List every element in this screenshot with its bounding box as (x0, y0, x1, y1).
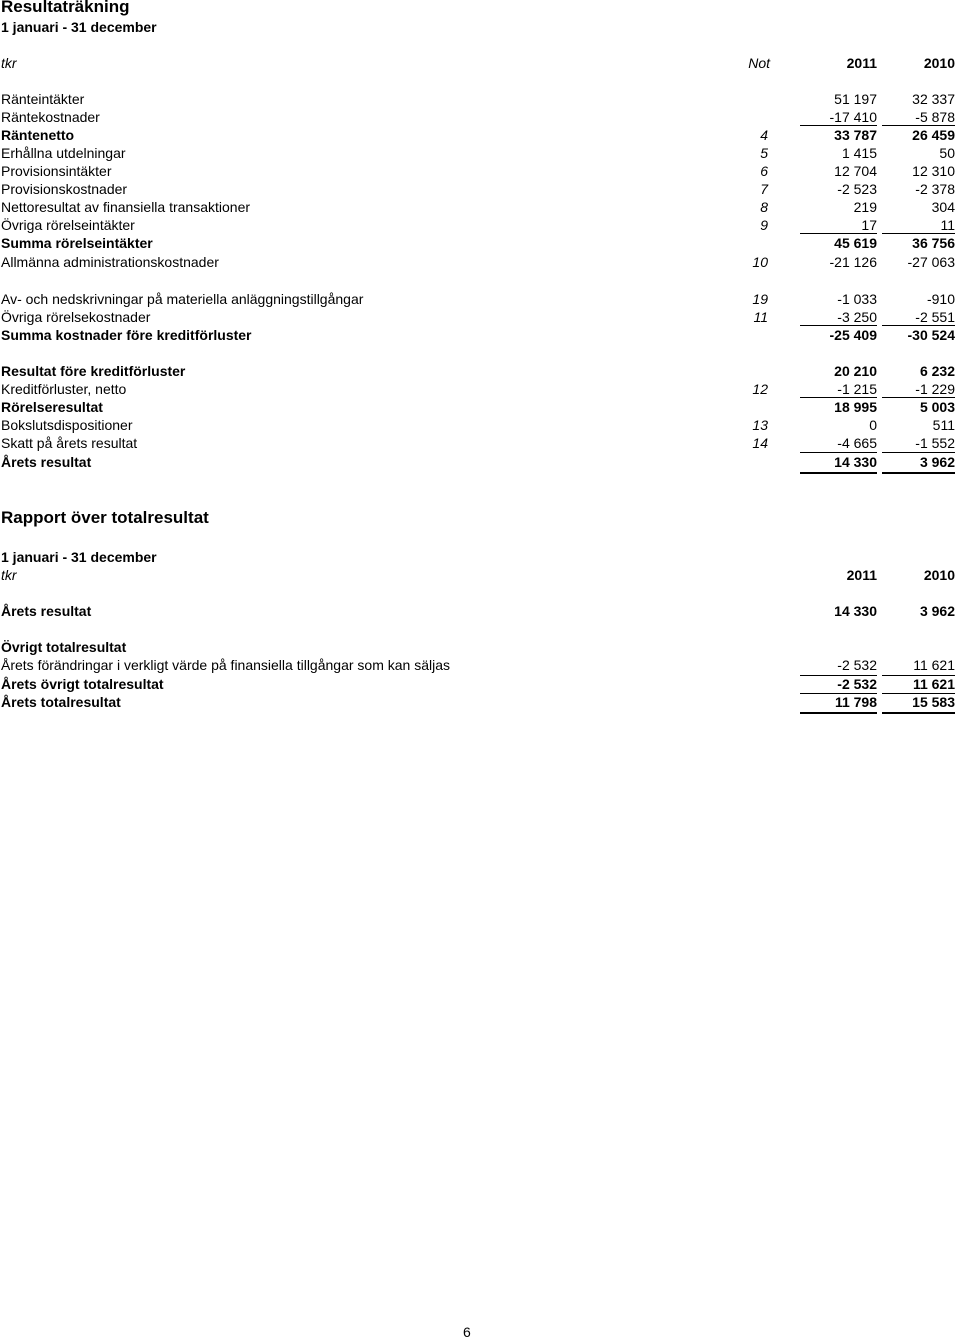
year-2010-header: 2010 (923, 55, 955, 71)
row-value-2011: 1 415 (841, 145, 877, 161)
row-label: Årets övrigt totalresultat (1, 676, 164, 692)
table-header (0, 54, 960, 72)
row-value-2011: 12 704 (834, 163, 877, 179)
table-row (0, 656, 960, 674)
unit-label: tkr (1, 567, 17, 583)
table-row (0, 90, 960, 108)
row-value-2010: 511 (932, 417, 955, 433)
row-value-2010: -2 378 (915, 181, 955, 197)
row-note: 12 (752, 381, 768, 397)
period-label: 1 januari - 31 december (1, 19, 157, 35)
row-value-2010: 50 (939, 145, 955, 161)
table-header (0, 566, 960, 584)
row-value-2010: -27 063 (907, 254, 955, 270)
row-label: Övriga rörelsekostnader (1, 309, 151, 325)
row-value-2010: 6 232 (919, 363, 955, 379)
row-value-2011: -1 033 (837, 291, 877, 307)
row-value-2011: 14 330 (834, 603, 877, 619)
row-label: Skatt på årets resultat (1, 435, 138, 451)
row-note: 13 (752, 417, 768, 433)
table-row (0, 380, 960, 398)
table-row (0, 416, 960, 434)
row-label: Provisionskostnader (1, 181, 128, 197)
row-label: Årets totalresultat (1, 694, 121, 710)
row-label: Provisionsintäkter (1, 163, 112, 179)
row-note: 8 (760, 199, 768, 215)
row-value-2010: 11 621 (912, 676, 955, 692)
row-value-2010: 3 962 (919, 454, 955, 470)
row-note: 5 (760, 145, 768, 161)
row-value-2010: -1 552 (915, 435, 955, 451)
row-label: Årets förändringar i verkligt värde på finansiella tillgångar som kan säljas (1, 657, 450, 673)
year-2011-header: 2011 (846, 567, 877, 583)
table-row (0, 434, 960, 452)
note-header: Not (748, 55, 770, 71)
row-label: Årets resultat (1, 603, 92, 619)
row-note: 11 (753, 309, 768, 325)
row-value-2011: 17 (861, 217, 877, 233)
row-label: Summa kostnader före kreditförluster (1, 327, 252, 343)
row-value-2010: 15 583 (912, 694, 955, 710)
row-note: 4 (760, 127, 768, 143)
row-value-2011: 219 (853, 199, 877, 215)
row-label: Räntenetto (1, 127, 75, 143)
row-label: Kreditförluster, netto (1, 381, 127, 397)
table-row (0, 308, 960, 326)
row-label: Resultat före kreditförluster (1, 363, 186, 379)
row-label: Ränteintäkter (1, 91, 85, 107)
row-value-2011: -2 532 (837, 676, 877, 692)
total-rule (882, 712, 955, 714)
period-label: 1 januari - 31 december (1, 549, 157, 565)
row-value-2010: -30 524 (907, 327, 955, 343)
table-row (0, 693, 960, 711)
row-label: Räntekostnader (1, 109, 100, 125)
row-value-2010: 5 003 (919, 399, 955, 415)
row-value-2011: 45 619 (834, 235, 877, 251)
table-row (0, 453, 960, 471)
row-label: Rörelseresultat (1, 399, 103, 415)
row-value-2011: -17 410 (829, 109, 877, 125)
row-value-2010: -2 551 (915, 309, 955, 325)
row-label: Summa rörelseintäkter (1, 235, 153, 251)
year-2011-header: 2011 (846, 55, 877, 71)
table-row (0, 290, 960, 308)
row-value-2011: -2 523 (837, 181, 877, 197)
page-number: 6 (463, 1324, 471, 1340)
row-note: 10 (752, 254, 768, 270)
table-row (0, 253, 960, 271)
row-label: Allmänna administrationskostnader (1, 254, 219, 270)
table-row (0, 108, 960, 126)
row-note: 7 (760, 181, 768, 197)
table-row (0, 162, 960, 180)
row-value-2011: -2 532 (837, 657, 877, 673)
table-row (0, 602, 960, 620)
table-row (0, 126, 960, 144)
row-label: Erhållna utdelningar (1, 145, 126, 161)
row-note: 14 (752, 435, 768, 451)
row-value-2011: 14 330 (834, 454, 877, 470)
row-value-2010: 3 962 (919, 603, 955, 619)
section-title: Rapport över totalresultat (1, 508, 209, 527)
row-label: Övriga rörelseintäkter (1, 217, 135, 233)
row-value-2011: 0 (869, 417, 877, 433)
total-rule (882, 472, 955, 474)
table-row (0, 198, 960, 216)
row-label: Av- och nedskrivningar på materiella anläggningstillgångar (1, 291, 364, 307)
unit-label: tkr (1, 55, 17, 71)
row-value-2011: -4 665 (837, 435, 877, 451)
row-value-2010: 32 337 (912, 91, 955, 107)
row-value-2010: -1 229 (915, 381, 955, 397)
total-rule (800, 712, 877, 714)
row-value-2010: 11 (940, 217, 955, 233)
row-label: Årets resultat (1, 454, 92, 470)
row-value-2010: 12 310 (912, 163, 955, 179)
table-row (0, 144, 960, 162)
table-row (0, 675, 960, 693)
row-value-2011: -3 250 (837, 309, 877, 325)
table-row (0, 326, 960, 344)
row-value-2010: 304 (931, 199, 955, 215)
row-note: 19 (752, 291, 768, 307)
row-value-2010: -910 (926, 291, 955, 307)
total-rule (800, 472, 877, 474)
table-row (0, 180, 960, 198)
row-label: Bokslutsdispositioner (1, 417, 133, 433)
row-value-2011: 51 197 (834, 91, 877, 107)
year-2010-header: 2010 (923, 567, 955, 583)
row-value-2011: 20 210 (834, 363, 877, 379)
row-value-2011: 11 798 (834, 694, 877, 710)
row-value-2011: -25 409 (829, 327, 877, 343)
row-label: Nettoresultat av finansiella transaktioner (1, 199, 251, 215)
page-title: Resultaträkning (1, 0, 130, 16)
table-row (0, 216, 960, 234)
subsection-heading: Övrigt totalresultat (1, 639, 127, 655)
row-value-2010: -5 878 (915, 109, 955, 125)
row-note: 9 (760, 217, 768, 233)
table-row (0, 234, 960, 252)
table-row (0, 398, 960, 416)
row-note: 6 (760, 163, 768, 179)
row-value-2011: -21 126 (829, 254, 877, 270)
row-value-2010: 26 459 (912, 127, 955, 143)
row-value-2010: 36 756 (912, 235, 955, 251)
table-row (0, 362, 960, 380)
row-value-2010: 11 621 (913, 657, 955, 673)
row-value-2011: 33 787 (834, 127, 877, 143)
row-value-2011: -1 215 (837, 381, 877, 397)
row-value-2011: 18 995 (834, 399, 877, 415)
